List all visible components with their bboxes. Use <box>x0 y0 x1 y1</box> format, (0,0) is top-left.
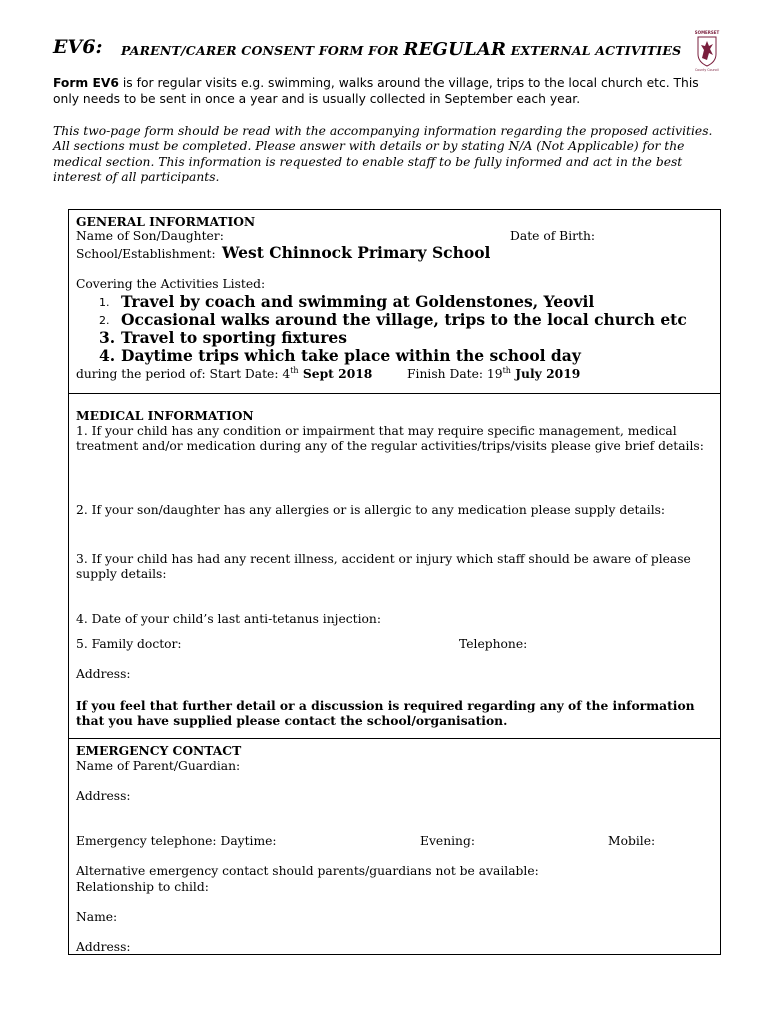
general-heading: GENERAL INFORMATION <box>76 214 256 229</box>
medical-information-section <box>68 393 721 739</box>
start-date-label: during the period of: Start Date: 4 <box>76 367 291 381</box>
logo-text-bottom: County Council <box>694 68 720 72</box>
activity-number: 3. <box>99 328 116 347</box>
emergency-heading: EMERGENCY CONTACT <box>76 743 242 758</box>
instructions-line-1: This two-page form should be read with the accompanying information regarding the proposed activities. <box>53 124 713 138</box>
intro-paragraph: Form EV6 is for regular visits e.g. swimming, walks around the village, trips to the local church etc. This only needs to be sent in once a year and is usually collected in September each year. <box>53 76 699 106</box>
start-date-value: Sept 2018 <box>298 366 373 381</box>
activity-item: Travel by coach and swimming at Goldenstones, Yeovil <box>121 292 595 311</box>
activity-item: Travel to sporting fixtures <box>121 328 347 347</box>
activity-number: 2. <box>99 314 110 327</box>
medical-question-2: 2. If your son/daughter has any allergies or is allergic to any medication please supply details: <box>76 503 666 517</box>
activity-item: Daytime trips which take place within the school day <box>121 346 581 365</box>
instructions <box>53 124 723 186</box>
finish-date-value: July 2019 <box>510 366 581 381</box>
medical-heading: MEDICAL INFORMATION <box>76 408 254 423</box>
guardian-name-label: Name of Parent/Guardian: <box>76 759 241 773</box>
medical-question-3: 3. If your child has had any recent illness, accident or injury which staff should be aware of please supply details: <box>76 552 691 582</box>
form-title <box>53 36 693 64</box>
instructions-line-2: All sections must be completed. Please answer with details or by stating N/A (Not Applicable) for the medical section. This information is requested to enable staff to be fully informed and act in the best interest of all participants. <box>53 139 685 185</box>
finish-date: Finish Date: 19th July 2019 <box>407 365 581 381</box>
evening-phone-label: Evening: <box>420 834 475 848</box>
finish-date-label: Finish Date: 19 <box>407 367 503 381</box>
school-value: West Chinnock Primary School <box>222 243 491 262</box>
emergency-contact-section <box>68 738 721 955</box>
child-name-label: Name of Son/Daughter: <box>76 229 224 243</box>
form-title-text: PARENT/CARER CONSENT FORM FOR REGULAR EXTERNAL ACTIVITIES <box>121 39 682 60</box>
medical-question-4: 4. Date of your child’s last anti-tetanus injection: <box>76 612 381 626</box>
family-doctor-label: 5. Family doctor: <box>76 637 182 651</box>
logo-text-top: SOMERSET <box>694 30 720 35</box>
doctor-address-label: Address: <box>76 667 131 681</box>
activity-number: 1. <box>99 296 110 309</box>
mobile-phone-label: Mobile: <box>608 834 656 848</box>
dob-label: Date of Birth: <box>510 229 596 243</box>
doctor-telephone-label: Telephone: <box>459 637 528 651</box>
school-label: School/Establishment: <box>76 247 216 261</box>
alt-address-label: Address: <box>76 940 131 954</box>
activity-item: Occasional walks around the village, trips to the local church etc <box>121 310 687 329</box>
daytime-phone-label: Emergency telephone: Daytime: <box>76 834 277 848</box>
council-logo <box>692 28 722 72</box>
alt-name-label: Name: <box>76 910 118 924</box>
general-information-section <box>68 209 721 394</box>
guardian-address-label: Address: <box>76 789 131 803</box>
covering-label: Covering the Activities Listed: <box>76 277 266 291</box>
medical-contact-note: If you feel that further detail or a discussion is required regarding any of the information that you have supplied please contact the school/organisation. <box>76 698 695 729</box>
period-dates: during the period of: Start Date: 4th Sept 2018 <box>76 365 373 381</box>
alternative-contact-label: Alternative emergency contact should parents/guardians not be available: <box>76 864 539 878</box>
activity-number: 4. <box>99 346 116 365</box>
medical-question-1: 1. If your child has any condition or impairment that may require specific management, medical treatment and/or medication during any of the regular activities/trips/visits please give brief details: <box>76 424 704 454</box>
form-code: EV6: <box>53 36 103 58</box>
relationship-label: Relationship to child: <box>76 880 209 894</box>
